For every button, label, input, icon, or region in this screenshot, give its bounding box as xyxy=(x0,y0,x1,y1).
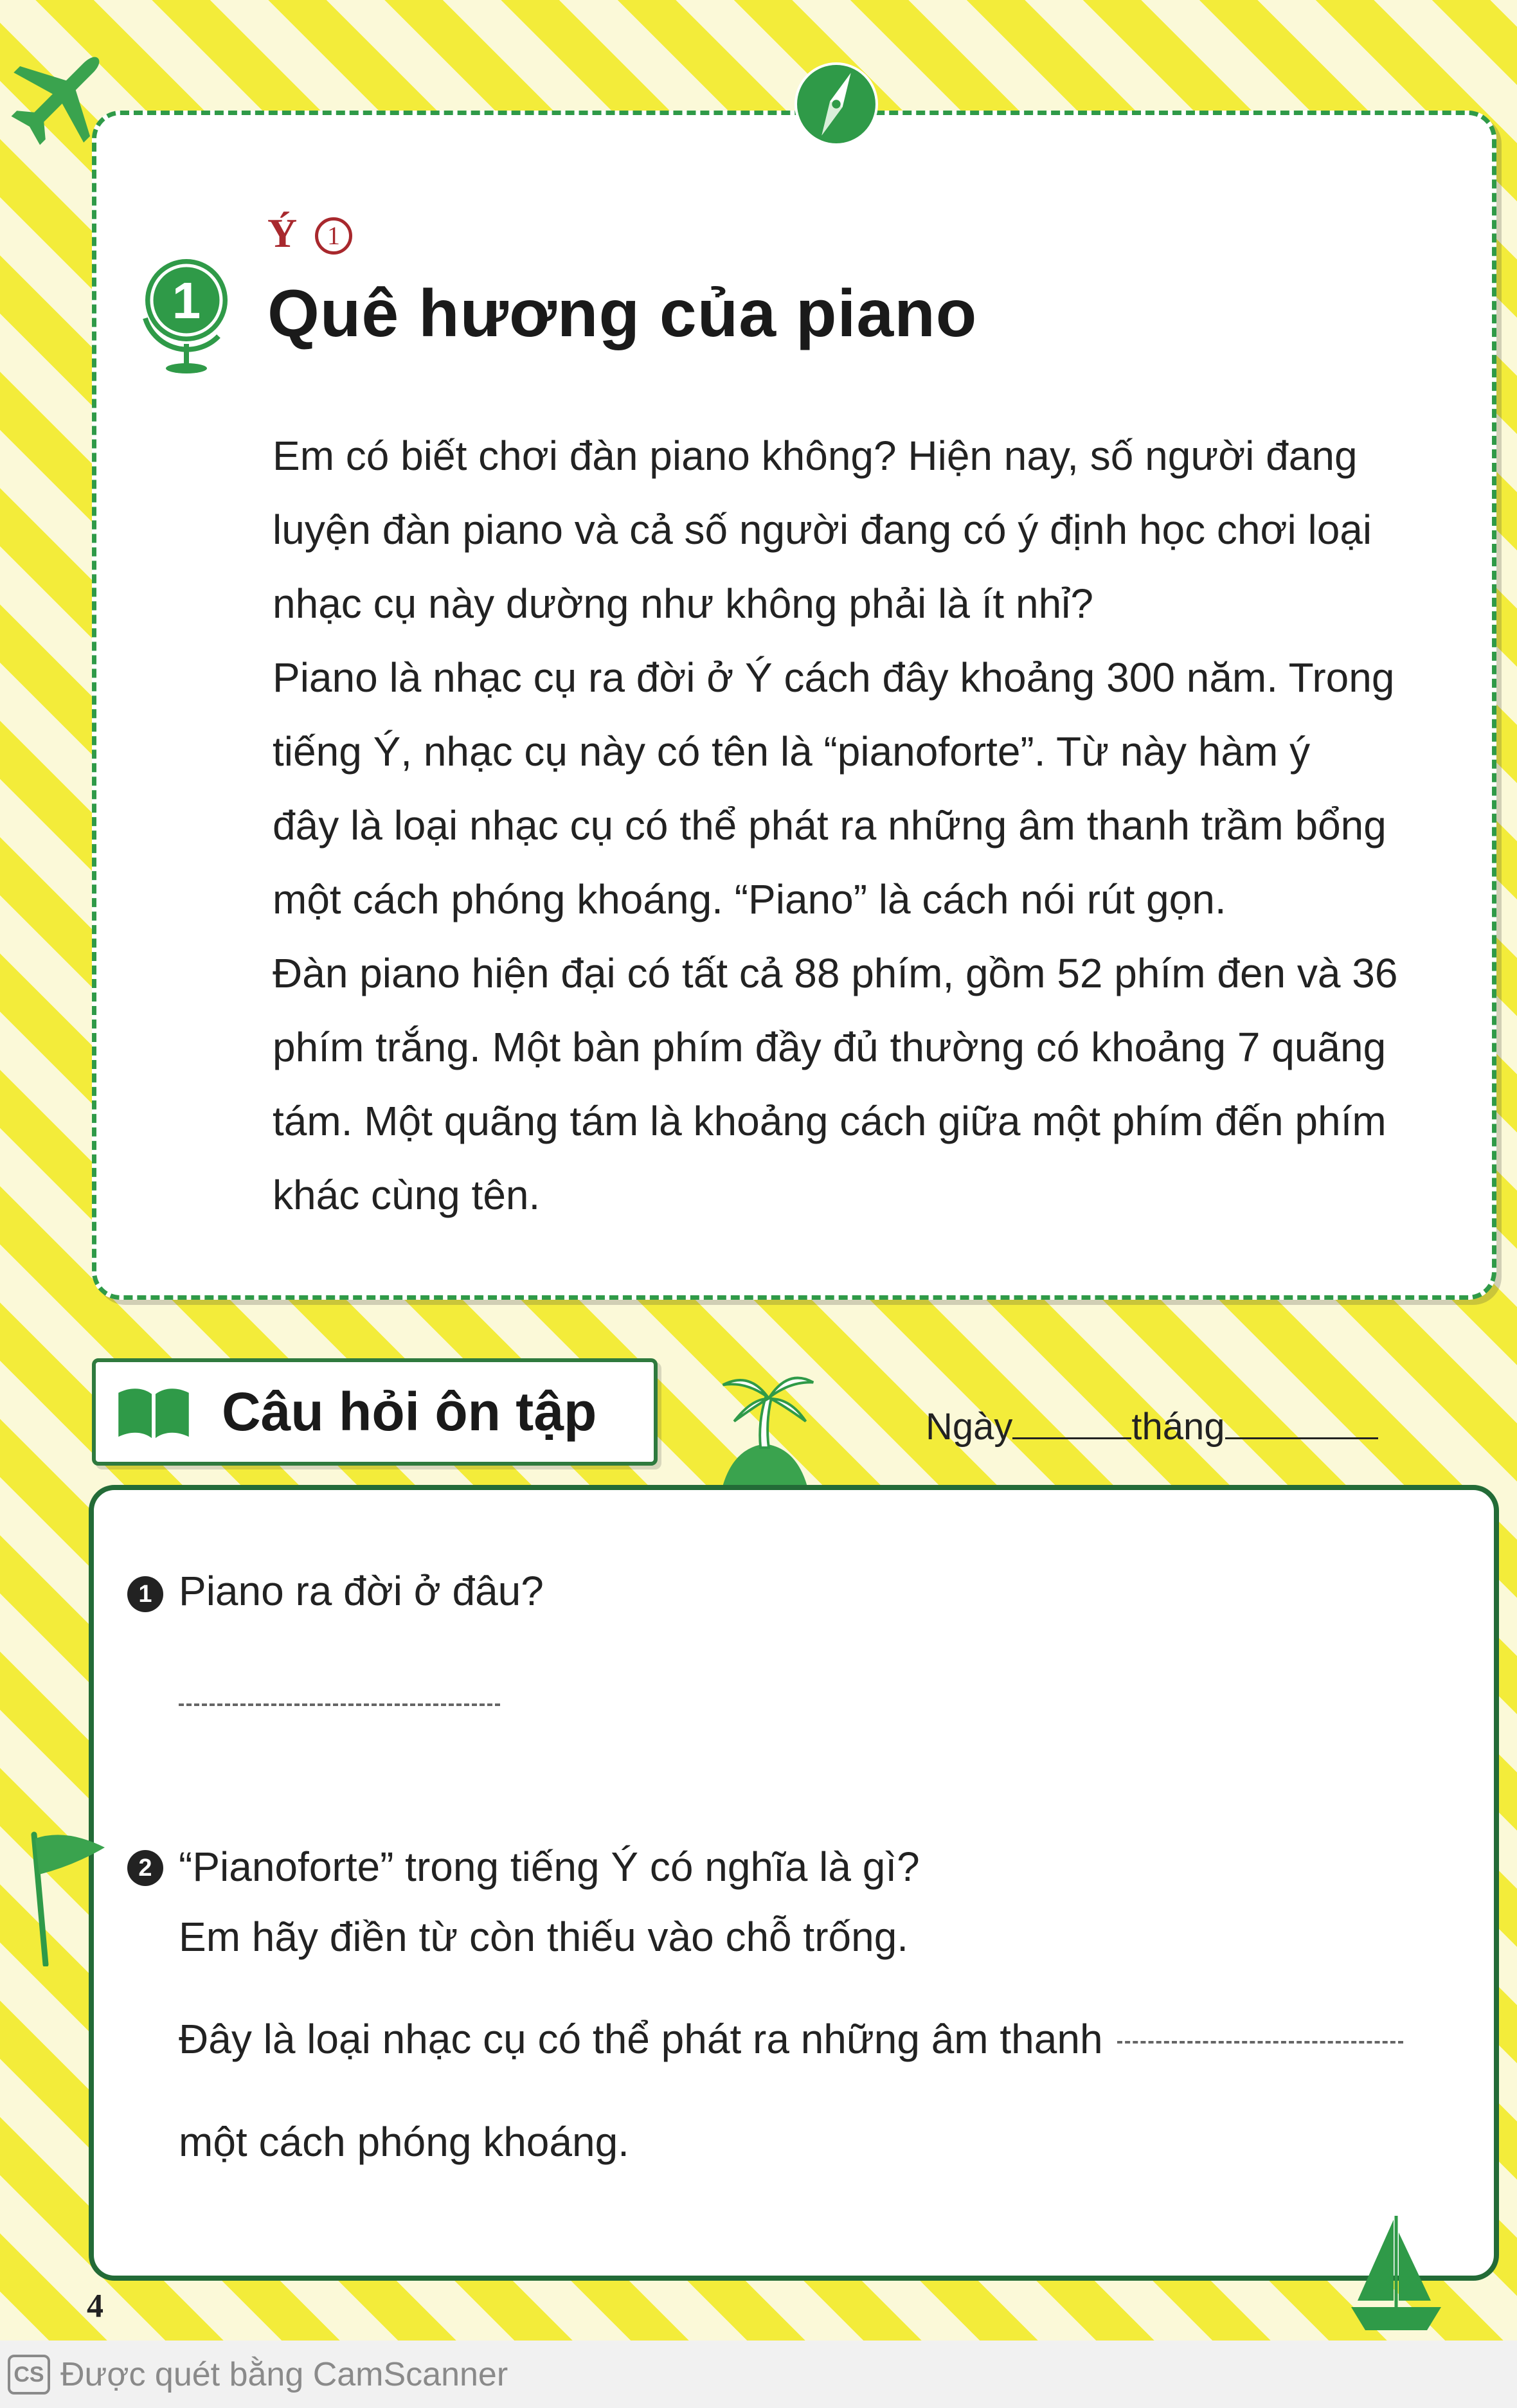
question-1-answer-blank xyxy=(179,1703,500,1706)
article-line: đây là loại nhạc cụ có thể phát ra những âm thanh trầm bổng xyxy=(273,802,1387,849)
globe-badge-icon xyxy=(134,254,237,376)
article-line: nhạc cụ này dường như không phải là ít nhỉ? xyxy=(273,580,1093,627)
article-line: Đàn piano hiện đại có tất cả 88 phím, gồm 52 phím đen và 36 xyxy=(273,950,1398,996)
date-month-blank xyxy=(1225,1400,1378,1439)
article-line: luyện đàn piano và cả số người đang có ý định học chơi loại xyxy=(273,507,1372,553)
date-month-label: tháng xyxy=(1131,1406,1225,1448)
page-number: 4 xyxy=(87,2288,103,2324)
book-icon xyxy=(115,1384,192,1441)
date-line xyxy=(926,1400,1378,1453)
question-2-answer-blank xyxy=(1117,2041,1403,2044)
article-number: 1 xyxy=(172,272,201,329)
question-card xyxy=(89,1485,1499,2281)
section-number-tag: 1 xyxy=(315,217,352,255)
article-line: Piano là nhạc cụ ra đời ở Ý cách đây khoảng 300 năm. Trong xyxy=(273,654,1395,701)
article-line: tiếng Ý, nhạc cụ này có tên là “pianoforte”. Từ này hàm ý xyxy=(273,728,1311,775)
flag-icon xyxy=(19,1828,111,1966)
palm-tree-icon xyxy=(712,1358,818,1487)
article-line: một cách phóng khoáng. “Piano” là cách nói rút gọn. xyxy=(273,876,1226,922)
fill-sentence-start: Đây là loại nhạc cụ có thể phát ra những âm thanh xyxy=(179,2016,1103,2062)
review-header xyxy=(92,1358,658,1466)
date-day-blank xyxy=(1012,1400,1131,1439)
question-2-fill-sentence xyxy=(179,2013,1403,2065)
question-1-text: Piano ra đời ở đâu? xyxy=(179,1568,544,1614)
article-body xyxy=(273,419,1397,1232)
article-card xyxy=(92,111,1496,1300)
section-country-tag: Ý xyxy=(267,210,298,256)
date-day-label: Ngày xyxy=(926,1406,1013,1448)
article-title: Quê hương của piano xyxy=(267,276,978,351)
review-heading: Câu hỏi ôn tập xyxy=(222,1381,597,1442)
sailboat-icon xyxy=(1346,2211,1446,2334)
question-number-badge: 2 xyxy=(127,1850,163,1886)
fill-sentence-end: một cách phóng khoáng. xyxy=(179,2119,629,2165)
scanner-watermark xyxy=(0,2341,1517,2408)
question-2-instruction: Em hãy điền từ còn thiếu vào chỗ trống. xyxy=(179,1914,909,1960)
question-number-badge: 1 xyxy=(127,1576,163,1612)
article-line: tám. Một quãng tám là khoảng cách giữa một phím đến phím xyxy=(273,1098,1387,1144)
camscanner-logo: CS xyxy=(8,2355,50,2395)
article-line: phím trắng. Một bàn phím đầy đủ thường có khoảng 7 quãng xyxy=(273,1024,1387,1070)
article-line: Em có biết chơi đàn piano không? Hiện nay, số người đang xyxy=(273,433,1358,479)
question-2-text: “Pianoforte” trong tiếng Ý có nghĩa là gì? xyxy=(179,1844,920,1890)
compass-icon xyxy=(793,61,879,147)
watermark-text: Được quét bằng CamScanner xyxy=(60,2355,508,2393)
article-line: khác cùng tên. xyxy=(273,1172,541,1218)
